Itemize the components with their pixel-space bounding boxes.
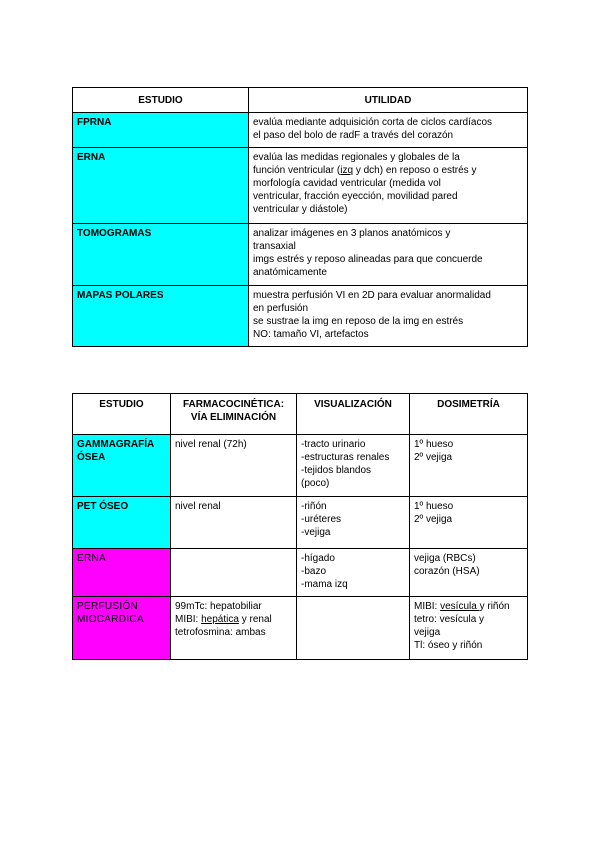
farmaco-cell: nivel renal <box>171 497 297 549</box>
table-row <box>73 286 528 347</box>
estudio-cell: TOMOGRAMAS <box>73 224 249 286</box>
estudio-cell: MAPAS POLARES <box>73 286 249 347</box>
table-utilidad <box>72 87 528 347</box>
estudio-cell: ERNA <box>73 148 249 224</box>
header-estudio: ESTUDIO <box>73 394 171 435</box>
table-row <box>73 435 528 497</box>
table-row <box>73 148 528 224</box>
utilidad-cell: evalúa mediante adquisición corta de ciclos cardíacos el paso del bolo de radF a través del corazón <box>249 113 528 148</box>
utilidad-cell: analizar imágenes en 3 planos anatómicos y transaxial imgs estrés y reposo alineadas para que concuerde anatómicamente <box>249 224 528 286</box>
header-estudio: ESTUDIO <box>73 88 249 113</box>
estudio-cell: ERNA <box>73 549 171 597</box>
table-row <box>73 597 528 660</box>
estudio-cell: GAMMAGRAFÍA ÓSEA <box>73 435 171 497</box>
table-row <box>73 113 528 148</box>
utilidad-cell: muestra perfusión VI en 2D para evaluar anormalidad en perfusión se sustrae la img en reposo de la img en estrés NO: tamaño VI, artefactos <box>249 286 528 347</box>
table-row <box>73 549 528 597</box>
dosim-cell: 1º hueso 2º vejiga <box>410 435 528 497</box>
table-row <box>73 497 528 549</box>
header-utilidad: UTILIDAD <box>249 88 528 113</box>
table-row <box>73 224 528 286</box>
utilidad-cell: evalúa las medidas regionales y globales de la función ventricular (izq y dch) en reposo o estrés y morfología cavidad ventricular (medida vol ventricular, fracción eyección, movilidad pared ventricular y diástole) <box>249 148 528 224</box>
header-farmacocinetica: FARMACOCINÉTICA: VÍA ELIMINACIÓN <box>171 394 297 435</box>
table-header-row <box>73 394 528 435</box>
dosim-cell: vejiga (RBCs) corazón (HSA) <box>410 549 528 597</box>
farmaco-cell: 99mTc: hepatobiliar MIBI: hepática y renal tetrofosmina: ambas <box>171 597 297 660</box>
visual-cell: -hígado -bazo -mama izq <box>297 549 410 597</box>
farmaco-cell: nivel renal (72h) <box>171 435 297 497</box>
header-visualizacion: VISUALIZACIÓN <box>297 394 410 435</box>
estudio-cell: FPRNA <box>73 113 249 148</box>
farmaco-cell <box>171 549 297 597</box>
table-header-row <box>73 88 528 113</box>
table-farmacocinetica <box>72 393 528 660</box>
estudio-cell: PERFUSIÓN MIOCÁRDICA <box>73 597 171 660</box>
estudio-cell: PET ÓSEO <box>73 497 171 549</box>
header-dosimetria: DOSIMETRÍA <box>410 394 528 435</box>
visual-cell <box>297 597 410 660</box>
visual-cell: -riñón -uréteres -vejiga <box>297 497 410 549</box>
dosim-cell: 1º hueso 2º vejiga <box>410 497 528 549</box>
visual-cell: -tracto urinario -estructuras renales -tejidos blandos (poco) <box>297 435 410 497</box>
dosim-cell: MIBI: vesícula y riñón tetro: vesícula y vejiga Tl: óseo y riñón <box>410 597 528 660</box>
